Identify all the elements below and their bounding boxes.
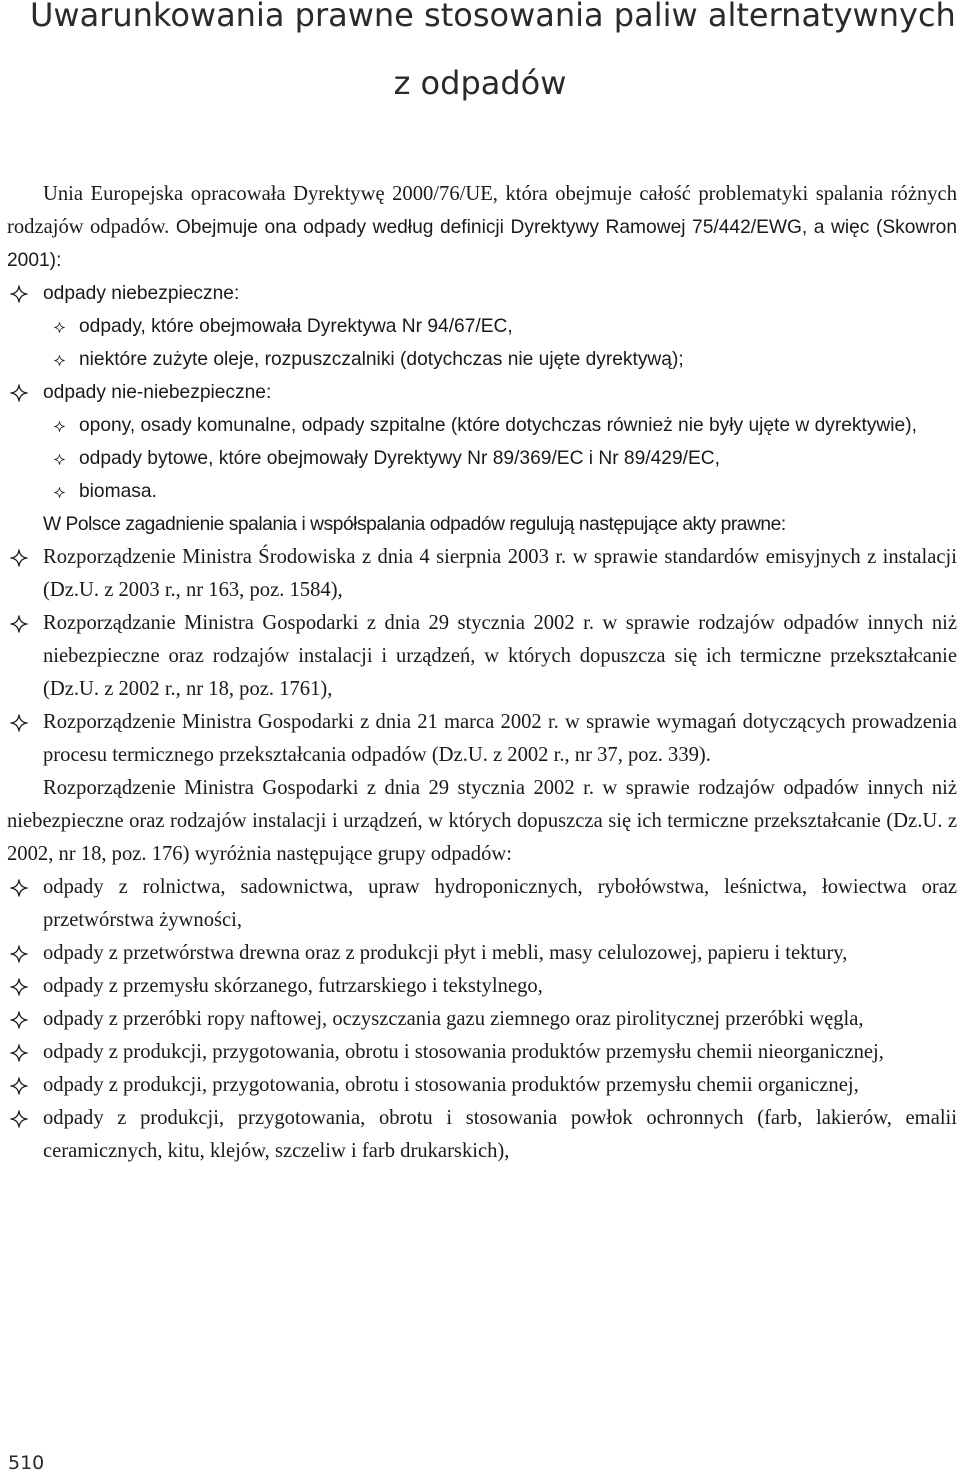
list-item: odpady z przetwórstwa drewna oraz z produkcji płyt i mebli, masy celulozowej, papieru i tektury, — [7, 937, 957, 970]
four-point-star-icon — [7, 706, 43, 739]
list-item: odpady z przeróbki ropy naftowej, oczyszczania gazu ziemnego oraz pirolitycznej przeróbki węgla, — [7, 1003, 957, 1036]
four-point-star-icon — [7, 376, 43, 409]
four-point-star-icon — [7, 607, 43, 640]
list-subitem: odpady, które obejmowała Dyrektywa Nr 94/67/EC, — [7, 310, 957, 343]
intro-serif-text: Unia Europejska opracowała Dyrektywę 2000/76/UE, która obejmuje całość problematyki spalania różnych rodzajów odpadów. — [7, 183, 957, 238]
four-point-star-small-icon — [43, 310, 79, 343]
list-item: odpady niebezpieczne: — [7, 277, 957, 310]
list-item: odpady z rolnictwa, sadownictwa, upraw hydroponicznych, rybołówstwa, leśnictwa, łowiectwa oraz przetwórstwa żywności, — [7, 871, 957, 937]
page-title-line-1: Uwarunkowania prawne stosowania paliw alternatywnych — [30, 0, 956, 34]
four-point-star-small-icon — [43, 475, 79, 508]
list-subitem: niektóre zużyte oleje, rozpuszczalniki (dotychczas nie ujęte dyrektywą); — [7, 343, 957, 376]
four-point-star-small-icon — [43, 343, 79, 376]
four-point-star-icon — [7, 1003, 43, 1036]
intro-sans-text: Obejmuje ona odpady według definicji Dyrektywy Ramowej 75/442/EWG, a więc (Skowron 2001): — [7, 217, 957, 271]
list-subitem: odpady bytowe, które obejmowały Dyrektywy Nr 89/369/EC i Nr 89/429/EC, — [7, 442, 957, 475]
list-item: odpady z produkcji, przygotowania, obrotu i stosowania produktów przemysłu chemii organicznej, — [7, 1069, 957, 1102]
list-item: Rozporządzenie Ministra Środowiska z dnia 4 sierpnia 2003 r. w sprawie standardów emisyjnych z instalacji (Dz.U. z 2003 r., nr 163, poz. 1584), — [7, 541, 957, 607]
list-item: odpady z przemysłu skórzanego, futrzarskiego i tekstylnego, — [7, 970, 957, 1003]
body-text — [7, 178, 957, 1168]
page-number: 510 — [8, 1452, 45, 1474]
four-point-star-icon — [7, 541, 43, 574]
list-subitem: biomasa. — [7, 475, 957, 508]
four-point-star-icon — [7, 970, 43, 1003]
four-point-star-small-icon — [43, 409, 79, 442]
page-title-line-2: z odpadów — [393, 64, 567, 102]
legal-acts-list — [7, 541, 957, 772]
four-point-star-icon — [7, 937, 43, 970]
four-point-star-small-icon — [43, 442, 79, 475]
list-item: odpady z produkcji, przygotowania, obrotu i stosowania produktów przemysłu chemii nieorganicznej, — [7, 1036, 957, 1069]
intro-paragraph — [7, 178, 957, 277]
four-point-star-icon — [7, 277, 43, 310]
list-subitem: opony, osady komunalne, odpady szpitalne (które dotychczas również nie były ujęte w dyrektywie), — [7, 409, 957, 442]
waste-groups-intro-paragraph: Rozporządzenie Ministra Gospodarki z dnia 29 stycznia 2002 r. w sprawie rodzajów odpadów innych niż niebezpieczne oraz rodzajów instalacji i urządzeń, w których dopuszcza się ich termiczne przekształcanie (Dz.U. z 2002, nr 18, poz. 176) wyróżnia następujące grupy odpadów: — [7, 777, 957, 865]
four-point-star-icon — [7, 1069, 43, 1102]
list-item: odpady nie-niebezpieczne: — [7, 376, 957, 409]
list-item: Rozporządzanie Ministra Gospodarki z dnia 29 stycznia 2002 r. w sprawie rodzajów odpadów innych niż niebezpieczne oraz rodzajów instalacji i urządzeń, w których dopuszcza się ich termiczne przekształcanie (Dz.U. z 2002 r., nr 18, poz. 1761), — [7, 607, 957, 706]
four-point-star-icon — [7, 871, 43, 904]
list-item: odpady z produkcji, przygotowania, obrotu i stosowania powłok ochronnych (farb, lakierów, emalii ceramicznych, kitu, klejów, szczeliw i farb drukarskich), — [7, 1102, 957, 1168]
four-point-star-icon — [7, 1102, 43, 1135]
waste-groups-list — [7, 871, 957, 1168]
directive-scope-list — [7, 277, 957, 508]
poland-intro-paragraph: W Polsce zagadnienie spalania i współspalania odpadów regulują następujące akty prawne: — [43, 514, 786, 535]
list-item: Rozporządzenie Ministra Gospodarki z dnia 21 marca 2002 r. w sprawie wymagań dotyczących prowadzenia procesu termicznego przekształcania odpadów (Dz.U. z 2002 r., nr 37, poz. 339). — [7, 706, 957, 772]
four-point-star-icon — [7, 1036, 43, 1069]
